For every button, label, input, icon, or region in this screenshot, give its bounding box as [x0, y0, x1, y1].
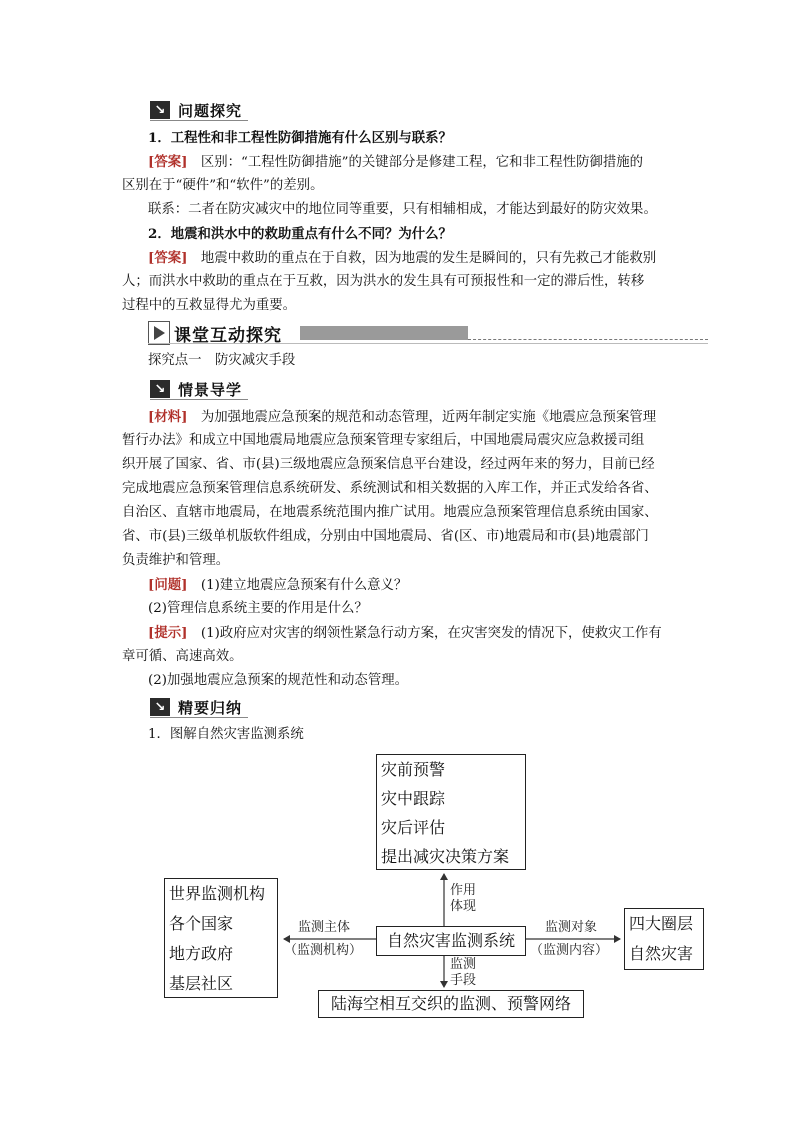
material-tag: [材料]	[148, 409, 188, 425]
answer-tag: [答案]	[148, 154, 188, 170]
label-monitor-subject: 监测主体	[298, 920, 351, 935]
material-line-4: 完成地震应急预案管理信息系统研发、系统测试和相关数据的入库工作，并正式发给各省、	[122, 481, 658, 496]
subject-item: 地方政府	[169, 944, 234, 963]
material-line-6: 省、市(县)三级单机版软件组成，分别由中国地震局、省(区、市)地震局和市(县)地震部门	[122, 529, 649, 544]
question-2: 2．地震和洪水中的救助重点有什么不同？为什么？	[148, 226, 452, 242]
question-line-2: (2)管理信息系统主要的作用是什么？	[148, 601, 368, 616]
question-line-1: [问题] (1)建立地震应急预案有什么意义？	[148, 577, 408, 593]
hint-line-2: 章可循、高速高效。	[122, 649, 243, 664]
box-functions	[376, 754, 526, 870]
arrow-icon: ↘	[150, 380, 170, 398]
section-title: 问题探究	[178, 101, 243, 120]
box-monitoring-network: 陆海空相互交织的监测、预警网络	[318, 990, 584, 1018]
label-monitor: 监测	[450, 957, 477, 972]
answer-1-line-2: 区别在于“硬件”和“软件”的差别。	[122, 178, 324, 193]
function-item: 提出减灾决策方案	[381, 847, 510, 866]
object-item: 自然灾害	[629, 944, 694, 963]
question-1: 1．工程性和非工程性防御措施有什么区别与联系？	[148, 130, 452, 146]
object-item: 四大圈层	[629, 914, 694, 933]
chapter-heading-title: 课堂互动探究	[174, 326, 282, 346]
material-line-3: 织开展了国家、省、市(县)三级地震应急预案信息平台建设，经过两年来的努力，目前已经	[122, 457, 655, 472]
label-embody: 体现	[450, 899, 477, 914]
function-item: 灾后评估	[381, 818, 446, 837]
answer-tag: [答案]	[148, 250, 188, 266]
question-tag: [问题]	[148, 577, 188, 593]
box-monitoring-subjects	[164, 878, 278, 998]
hint-line-3: (2)加强地震应急预案的规范性和动态管理。	[148, 673, 408, 688]
summary-item-1: 1．图解自然灾害监测系统	[148, 727, 304, 742]
label-monitor-object: 监测对象	[545, 920, 598, 935]
material-line-5: 自治区、直辖市地震局，在地震系统范围内推广试用。地震应急预案管理信息系统由国家、	[122, 505, 658, 520]
explore-point: 探究点一 防灾减灾手段	[148, 353, 296, 368]
hint-line-1: [提示] (1)政府应对灾害的纲领性紧急行动方案，在灾害突发的情况下，使救灾工作有	[148, 625, 662, 641]
answer-1-line-1: [答案] 区别：“工程性防御措施”的关键部分是修建工程，它和非工程性防御措施的	[148, 154, 644, 170]
material-line-2: 暂行办法》和成立中国地震局地震应急预案管理专家组后，中国地震局震灾应急救援司组	[122, 433, 645, 448]
label-function: 作用	[450, 883, 477, 898]
material-line-1: [材料] 为加强地震应急预案的规范和动态管理，近两年制定实施《地震应急预案管理	[148, 409, 657, 425]
function-item: 灾中跟踪	[381, 789, 446, 808]
subject-item: 基层社区	[169, 974, 234, 993]
hint-tag: [提示]	[148, 625, 188, 641]
answer-2-line-2: 人；而洪水中救助的重点在于互救，因为洪水的发生具有可预报性和一定的滞后性，转移	[122, 274, 645, 289]
function-item: 灾前预警	[381, 760, 446, 779]
section-title: 精要归纳	[178, 698, 243, 717]
box-center-system: 自然灾害监测系统	[376, 926, 526, 956]
answer-1-line-3: 联系：二者在防灾减灾中的地位同等重要，只有相辅相成，才能达到最好的防灾效果。	[148, 202, 657, 217]
subject-item: 世界监测机构	[169, 884, 266, 903]
label-monitor-content: （监测内容）	[530, 943, 609, 958]
arrow-icon: ↘	[150, 698, 170, 716]
material-line-7: 负责维护和管理。	[122, 553, 230, 568]
answer-2-line-3: 过程中的互救显得尤为重要。	[122, 298, 297, 313]
section-title: 情景导学	[178, 380, 243, 399]
subject-item: 各个国家	[169, 914, 234, 933]
label-monitor-institution: （监测机构）	[284, 943, 363, 958]
label-means: 手段	[450, 973, 477, 988]
arrow-icon: ↘	[150, 101, 170, 119]
answer-2-line-1: [答案] 地震中救助的重点在于自救，因为地震的发生是瞬间的，只有先救己才能救别	[148, 250, 657, 266]
box-monitoring-objects	[624, 908, 704, 970]
